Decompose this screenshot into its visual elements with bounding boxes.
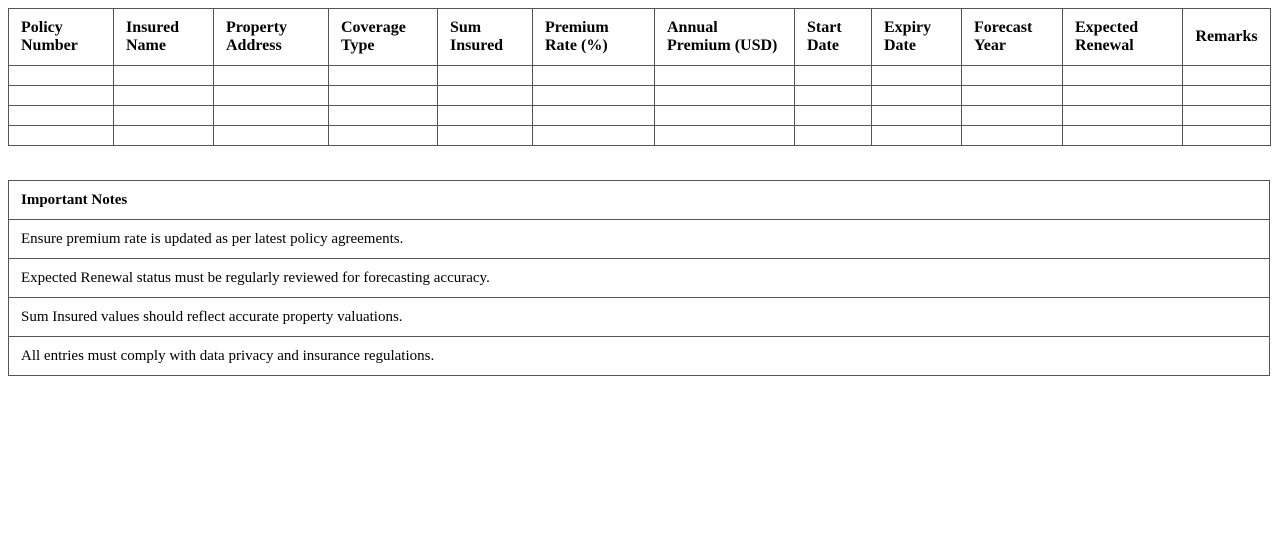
table-cell[interactable]	[962, 106, 1063, 126]
important-notes-table	[8, 180, 1270, 376]
column-header-premium-rate	[533, 9, 655, 66]
table-cell[interactable]	[795, 86, 872, 106]
column-header-line: Type	[341, 37, 375, 54]
table-cell[interactable]	[114, 126, 214, 146]
table-cell[interactable]	[214, 126, 329, 146]
table-cell[interactable]	[1063, 106, 1183, 126]
table-cell[interactable]	[1063, 66, 1183, 86]
column-header-line: Renewal	[1075, 37, 1134, 54]
table-cell[interactable]	[214, 86, 329, 106]
table-cell[interactable]	[329, 66, 438, 86]
policy-table	[8, 8, 1271, 146]
table-cell[interactable]	[9, 106, 114, 126]
table-cell[interactable]	[438, 66, 533, 86]
table-header-row	[9, 9, 1271, 66]
table-cell[interactable]	[962, 66, 1063, 86]
column-header-line: Remarks	[1195, 28, 1258, 45]
column-header-line: Annual	[667, 19, 718, 36]
table-cell[interactable]	[214, 106, 329, 126]
column-header-line: Property	[226, 19, 288, 36]
column-header-line: Start	[807, 19, 842, 36]
table-cell[interactable]	[438, 106, 533, 126]
column-header-line: Expected	[1075, 19, 1139, 36]
table-cell[interactable]	[795, 106, 872, 126]
column-header-start-date	[795, 9, 872, 66]
note-row	[9, 337, 1270, 376]
table-cell[interactable]	[1063, 86, 1183, 106]
table-cell[interactable]	[214, 66, 329, 86]
table-cell[interactable]	[1183, 86, 1271, 106]
table-row	[9, 66, 1271, 86]
column-header-line: Coverage	[341, 19, 406, 36]
column-header-property-address	[214, 9, 329, 66]
column-header-line: Premium	[545, 19, 609, 36]
table-cell[interactable]	[872, 106, 962, 126]
note-item: All entries must comply with data privacy and insurance regulations.	[9, 337, 1270, 376]
column-header-line: Insured	[126, 19, 180, 36]
column-header-annual-premium	[655, 9, 795, 66]
column-header-remarks	[1183, 9, 1271, 66]
column-header-line: Sum	[450, 19, 482, 36]
table-cell[interactable]	[329, 106, 438, 126]
note-row	[9, 259, 1270, 298]
table-cell[interactable]	[655, 86, 795, 106]
table-cell[interactable]	[114, 106, 214, 126]
column-header-forecast-year	[962, 9, 1063, 66]
table-cell[interactable]	[329, 86, 438, 106]
table-row	[9, 106, 1271, 126]
note-row	[9, 298, 1270, 337]
table-cell[interactable]	[795, 126, 872, 146]
column-header-line: Premium (USD)	[667, 37, 778, 54]
table-cell[interactable]	[655, 126, 795, 146]
table-row	[9, 86, 1271, 106]
column-header-expiry-date	[872, 9, 962, 66]
column-header-line: Year	[974, 37, 1006, 54]
notes-title-row	[9, 181, 1270, 220]
column-header-sum-insured	[438, 9, 533, 66]
note-item: Expected Renewal status must be regularly reviewed for forecasting accuracy.	[9, 259, 1270, 298]
column-header-line: Name	[126, 37, 166, 54]
column-header-line: Rate (%)	[545, 37, 608, 54]
table-cell[interactable]	[795, 66, 872, 86]
note-item: Ensure premium rate is updated as per latest policy agreements.	[9, 220, 1270, 259]
column-header-insured-name	[114, 9, 214, 66]
table-cell[interactable]	[114, 86, 214, 106]
column-header-line: Address	[226, 37, 282, 54]
column-header-line: Date	[807, 37, 839, 54]
table-cell[interactable]	[655, 66, 795, 86]
table-cell[interactable]	[533, 126, 655, 146]
table-cell[interactable]	[114, 66, 214, 86]
table-cell[interactable]	[329, 126, 438, 146]
table-cell[interactable]	[9, 86, 114, 106]
table-cell[interactable]	[9, 126, 114, 146]
column-header-line: Number	[21, 37, 78, 54]
note-row	[9, 220, 1270, 259]
table-cell[interactable]	[872, 66, 962, 86]
table-cell[interactable]	[872, 86, 962, 106]
column-header-expected-renewal	[1063, 9, 1183, 66]
table-cell[interactable]	[1183, 126, 1271, 146]
column-header-line: Date	[884, 37, 916, 54]
table-cell[interactable]	[533, 66, 655, 86]
table-cell[interactable]	[438, 126, 533, 146]
column-header-line: Policy	[21, 19, 63, 36]
policy-table-body	[9, 66, 1271, 146]
note-item: Sum Insured values should reflect accurate property valuations.	[9, 298, 1270, 337]
column-header-line: Expiry	[884, 19, 932, 36]
column-header-coverage-type	[329, 9, 438, 66]
table-cell[interactable]	[438, 86, 533, 106]
table-cell[interactable]	[872, 126, 962, 146]
column-header-line: Insured	[450, 37, 504, 54]
table-cell[interactable]	[1063, 126, 1183, 146]
notes-title: Important Notes	[9, 181, 1270, 220]
table-cell[interactable]	[533, 86, 655, 106]
table-cell[interactable]	[533, 106, 655, 126]
table-cell[interactable]	[9, 66, 114, 86]
table-cell[interactable]	[1183, 106, 1271, 126]
column-header-policy-number	[9, 9, 114, 66]
table-cell[interactable]	[962, 86, 1063, 106]
table-cell[interactable]	[1183, 66, 1271, 86]
table-row	[9, 126, 1271, 146]
table-cell[interactable]	[655, 106, 795, 126]
table-cell[interactable]	[962, 126, 1063, 146]
column-header-line: Forecast	[974, 19, 1033, 36]
